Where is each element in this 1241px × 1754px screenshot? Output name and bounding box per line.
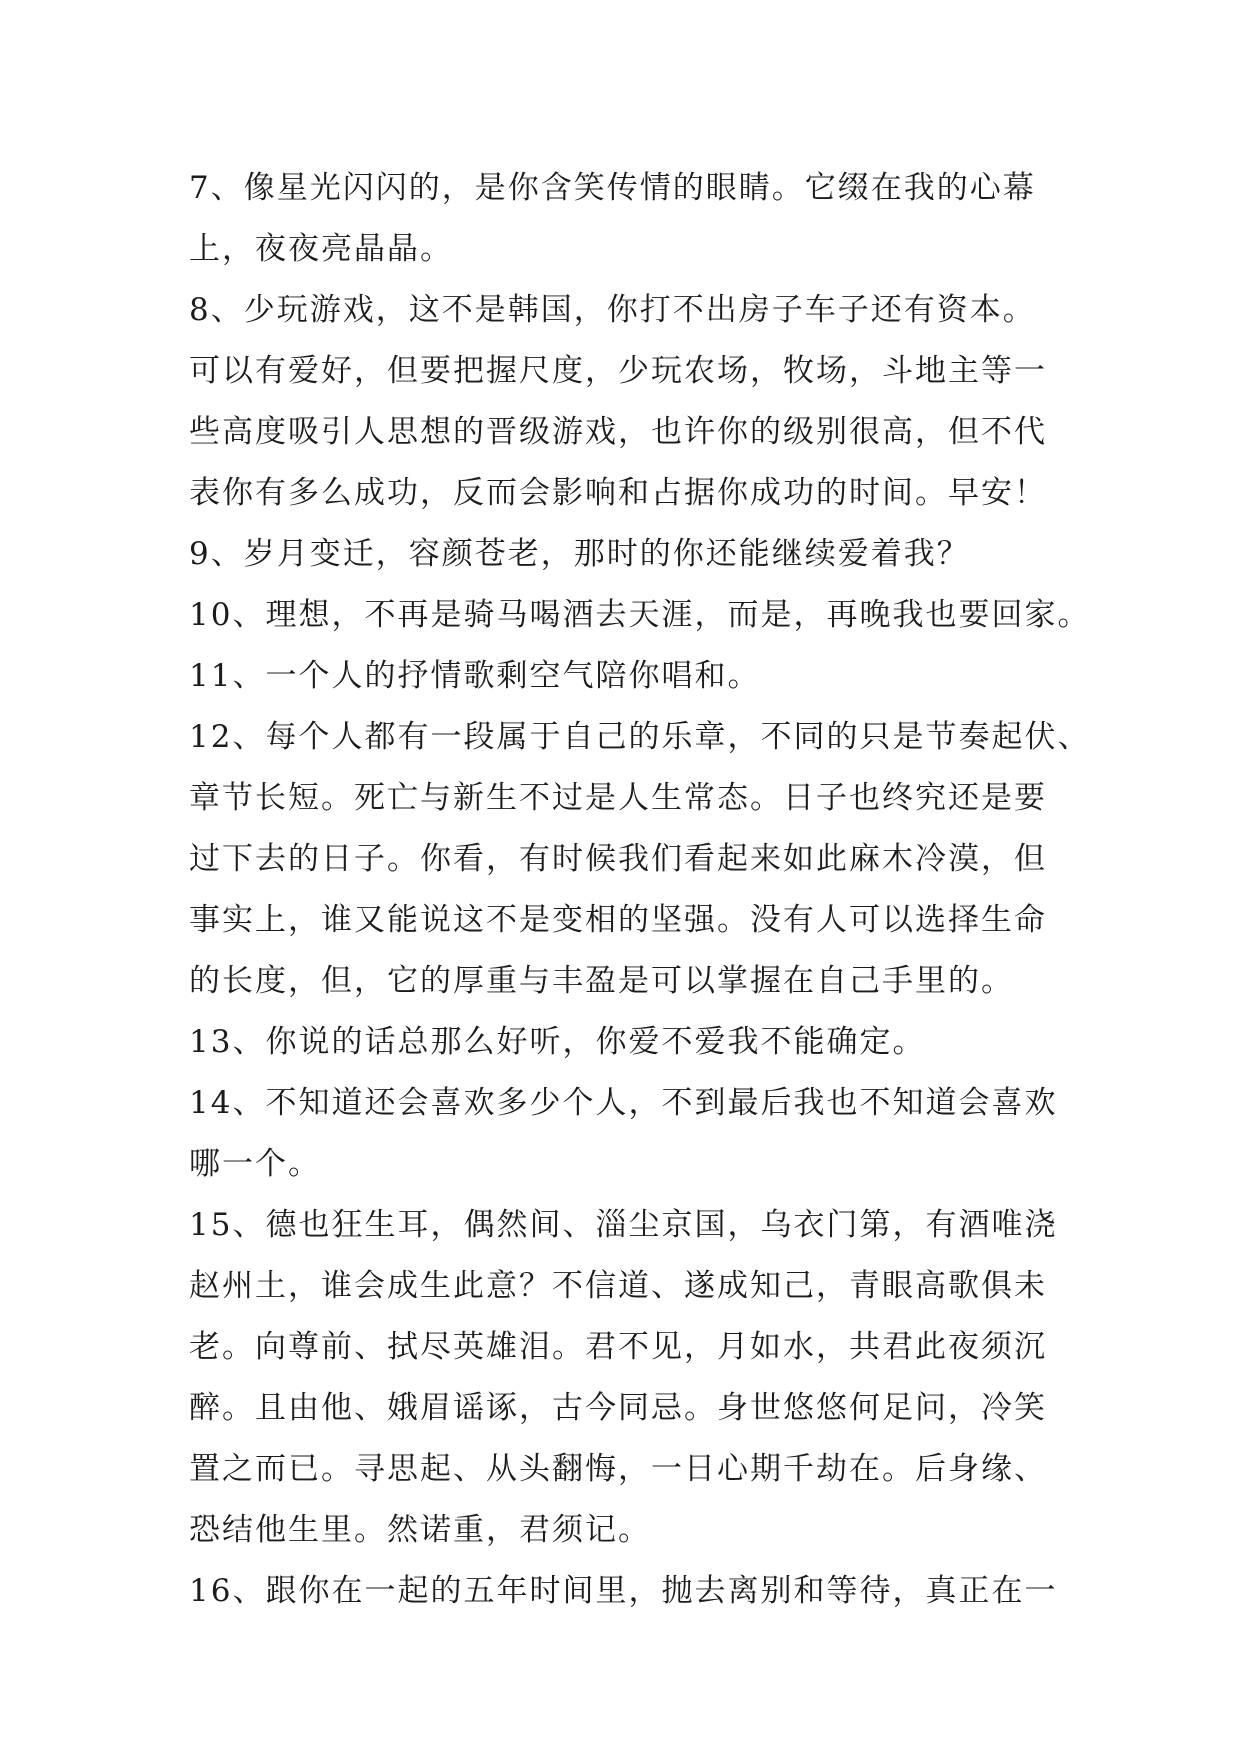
text-line: 13、你说的话总那么好听，你爱不爱我不能确定。 <box>189 1024 926 1060</box>
text-line: 上，夜夜亮晶晶。 <box>189 231 453 267</box>
text-line: 赵州土，谁会成生此意？不信道、遂成知己，青眼高歌俱未 <box>189 1268 1047 1304</box>
text-line: 11、一个人的抒情歌剩空气陪你唱和。 <box>189 658 761 694</box>
text-line: 章节长短。死亡与新生不过是人生常态。日子也终究还是要 <box>189 780 1047 816</box>
text-line: 16、跟你在一起的五年时间里，抛去离别和等待，真正在一 <box>189 1573 1058 1609</box>
text-line: 的长度，但，它的厚重与丰盈是可以掌握在自己手里的。 <box>189 963 1014 999</box>
text-line: 过下去的日子。你看，有时候我们看起来如此麻木冷漠，但 <box>189 841 1047 877</box>
document-body <box>189 158 1091 1622</box>
text-line: 表你有多么成功，反而会影响和占据你成功的时间。早安！ <box>189 475 1047 511</box>
text-line: 置之而已。寻思起、从头翻悔，一日心期千劫在。后身缘、 <box>189 1451 1047 1487</box>
text-line: 恐结他生里。然诺重，君须记。 <box>189 1512 651 1548</box>
text-line: 7、像星光闪闪的，是你含笑传情的眼睛。它缀在我的心幕 <box>189 170 1036 206</box>
text-line: 15、德也狂生耳，偶然间、淄尘京国，乌衣门第，有酒唯浇 <box>189 1207 1058 1243</box>
text-line: 老。向尊前、拭尽英雄泪。君不见，月如水，共君此夜须沉 <box>189 1329 1047 1365</box>
text-line: 可以有爱好，但要把握尺度，少玩农场，牧场，斗地主等一 <box>189 353 1047 389</box>
text-line: 8、少玩游戏，这不是韩国，你打不出房子车子还有资本。 <box>189 292 1036 328</box>
text-line: 哪一个。 <box>189 1146 321 1182</box>
text-line: 14、不知道还会喜欢多少个人，不到最后我也不知道会喜欢 <box>189 1085 1058 1121</box>
text-line: 些高度吸引人思想的晋级游戏，也许你的级别很高，但不代 <box>189 414 1047 450</box>
text-line: 9、岁月变迁，容颜苍老，那时的你还能继续爱着我？ <box>189 536 970 572</box>
text-line: 12、每个人都有一段属于自己的乐章，不同的只是节奏起伏、 <box>189 719 1091 755</box>
text-line: 醉。且由他、娥眉谣诼，古今同忌。身世悠悠何足问，冷笑 <box>189 1390 1047 1426</box>
text-line: 事实上，谁又能说这不是变相的坚强。没有人可以选择生命 <box>189 902 1047 938</box>
text-line: 10、理想，不再是骑马喝酒去天涯，而是，再晚我也要回家。 <box>189 597 1091 633</box>
